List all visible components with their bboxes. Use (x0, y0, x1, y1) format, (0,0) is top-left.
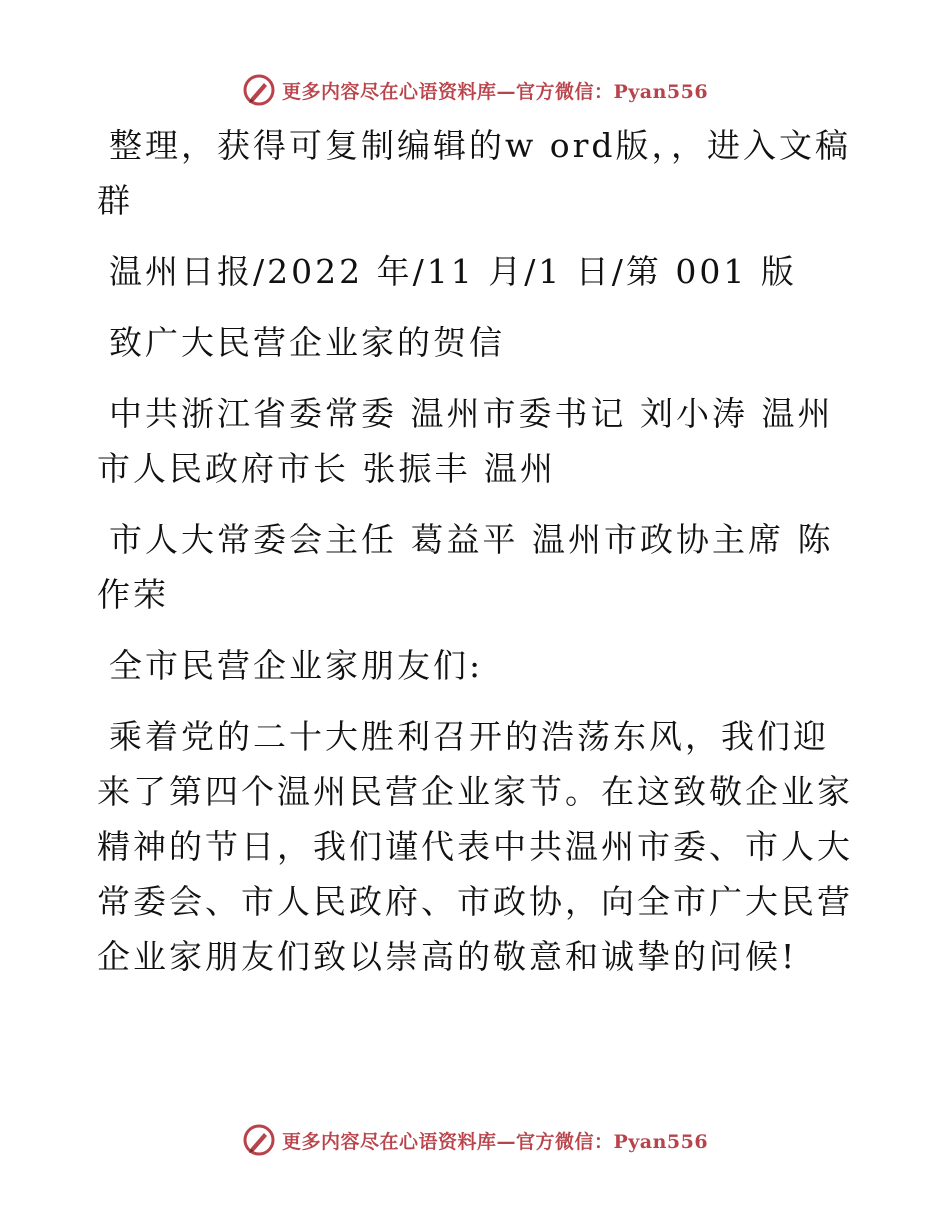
paragraph-source: 温州日报/2022 年/11 月/1 日/第 001 版 (109, 252, 797, 291)
paragraph-title: 致广大民营企业家的贺信 (109, 323, 505, 362)
paragraph-body: 乘着党的二十大胜利召开的浩荡东风，我们迎来了第四个温州民营企业家节。在这致敬企业家精神的节日，我们谨代表中共温州市委、市人大常委会、市人民政府、市政协，向全市广大民营企业家朋友们致以崇高的敬意和诚挚的问候! (97, 717, 853, 976)
footer-watermark (0, 1120, 950, 1160)
paragraph-signatories-cont: 市人大常委会主任 葛益平 温州市政协主席 陈作荣 (97, 520, 834, 614)
pen-logo-icon (242, 73, 276, 107)
watermark-text: 更多内容尽在心语资料库—官方微信：Pyan556 (281, 80, 709, 103)
paragraph-salutation: 全市民营企业家朋友们: (109, 646, 484, 685)
watermark-text: 更多内容尽在心语资料库—官方微信：Pyan556 (281, 1130, 709, 1153)
paragraph-note: 整理，获得可复制编辑的w ord版，，进入文稿群 (97, 126, 852, 220)
paragraph-signatories: 中共浙江省委常委 温州市委书记 刘小涛 温州市人民政府市长 张振丰 温州 (97, 394, 834, 488)
header-watermark (0, 70, 950, 110)
pen-logo-icon (242, 1123, 276, 1157)
document-body (97, 118, 857, 1000)
